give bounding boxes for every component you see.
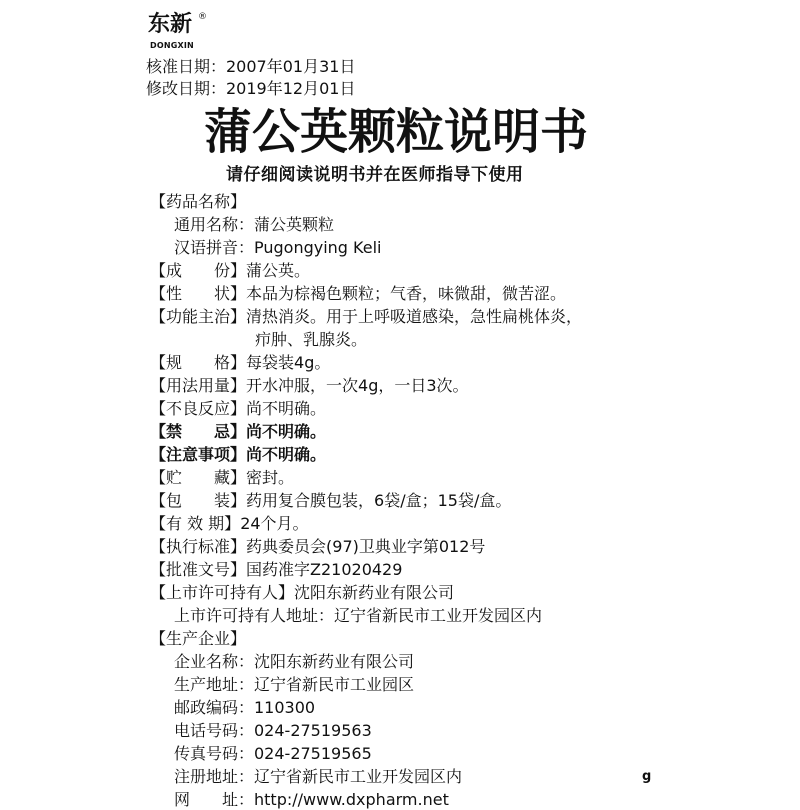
package-label: 【包 装】 xyxy=(150,491,247,510)
indications-label: 【功能主治】 xyxy=(150,307,247,326)
registered-mark: ® xyxy=(198,12,207,22)
revision-date: 修改日期：2019年12月01日 xyxy=(146,79,356,98)
description-row xyxy=(150,283,640,304)
license-holder-address-row: 上市许可持有人地址：辽宁省新民市工业开发园区内 xyxy=(174,606,543,625)
contraindications-row xyxy=(150,421,640,442)
approval-number-row xyxy=(150,559,640,580)
brand-logo xyxy=(148,12,218,56)
website-row: 网 址：http://www.dxpharm.net xyxy=(174,790,449,809)
license-holder-label: 【上市许可持有人】 xyxy=(150,583,295,602)
approval-number-label: 【批准文号】 xyxy=(150,560,247,579)
specification-label: 【规 格】 xyxy=(150,353,247,372)
manufacturer-heading xyxy=(150,628,640,649)
approval-number-value: 国药准字Z21020429 xyxy=(246,560,403,579)
manufacturer-label: 【生产企业】 xyxy=(150,629,247,648)
company-name-row: 企业名称：沈阳东新药业有限公司 xyxy=(174,652,415,671)
usage-value: 开水冲服，一次4g，一日3次。 xyxy=(246,376,469,395)
drug-name-heading xyxy=(150,191,640,212)
reading-instruction: 请仔细阅读说明书并在医师指导下使用 xyxy=(226,165,524,185)
precautions-row xyxy=(150,444,640,465)
adverse-reactions-row xyxy=(150,398,640,419)
license-holder-row xyxy=(150,582,640,603)
composition-label: 【成 份】 xyxy=(150,261,247,280)
composition-value: 蒲公英。 xyxy=(246,261,311,280)
usage-row xyxy=(150,375,640,396)
adverse-reactions-label: 【不良反应】 xyxy=(150,399,247,418)
indications-value-line-2: 疖肿、乳腺炎。 xyxy=(255,330,368,349)
license-holder-value: 沈阳东新药业有限公司 xyxy=(294,583,455,602)
brand-logo-chinese: 东新 xyxy=(148,12,193,37)
specification-value: 每袋装4g。 xyxy=(246,353,331,372)
precautions-label: 【注意事项】 xyxy=(150,445,247,464)
adverse-reactions-value: 尚不明确。 xyxy=(246,399,327,418)
pinyin-name-row: 汉语拼音：Pugongying Keli xyxy=(174,238,382,257)
validity-value: 24个月。 xyxy=(240,514,309,533)
phone-row: 电话号码：024-27519563 xyxy=(174,721,372,740)
storage-label: 【贮 藏】 xyxy=(150,468,247,487)
storage-value: 密封。 xyxy=(246,468,295,487)
storage-row xyxy=(150,467,640,488)
generic-name-row: 通用名称：蒲公英颗粒 xyxy=(174,215,335,234)
drug-name-label: 【药品名称】 xyxy=(150,192,247,211)
package-value: 药用复合膜包装，6袋/盒；15袋/盒。 xyxy=(246,491,512,510)
standard-label: 【执行标准】 xyxy=(150,537,247,556)
brand-logo-english: DONGXIN xyxy=(150,41,194,50)
corner-mark: g xyxy=(642,769,652,784)
specification-row xyxy=(150,352,640,373)
postal-code-row: 邮政编码：110300 xyxy=(174,698,316,717)
validity-label: 【有 效 期】 xyxy=(150,514,241,533)
indications-value-line-1: 清热消炎。用于上呼吸道感染，急性扁桃体炎， xyxy=(246,307,583,326)
composition-row xyxy=(150,260,640,281)
precautions-value: 尚不明确。 xyxy=(246,445,327,464)
fax-row: 传真号码：024-27519565 xyxy=(174,744,372,763)
approval-date: 核准日期：2007年01月31日 xyxy=(146,57,356,76)
description-label: 【性 状】 xyxy=(150,284,247,303)
production-address-row: 生产地址：辽宁省新民市工业园区 xyxy=(174,675,415,694)
standard-row xyxy=(150,536,640,557)
contraindications-label: 【禁 忌】 xyxy=(150,422,247,441)
standard-value: 药典委员会(97)卫典业字第012号 xyxy=(246,537,486,556)
indications-row xyxy=(150,306,640,327)
registered-address-row: 注册地址：辽宁省新民市工业开发园区内 xyxy=(174,767,463,786)
description-value: 本品为棕褐色颗粒；气香，味微甜，微苦涩。 xyxy=(246,284,567,303)
contraindications-value: 尚不明确。 xyxy=(246,422,327,441)
package-row xyxy=(150,490,640,511)
usage-label: 【用法用量】 xyxy=(150,376,247,395)
validity-row xyxy=(150,513,640,534)
document-title: 蒲公英颗粒说明书 xyxy=(204,104,589,160)
